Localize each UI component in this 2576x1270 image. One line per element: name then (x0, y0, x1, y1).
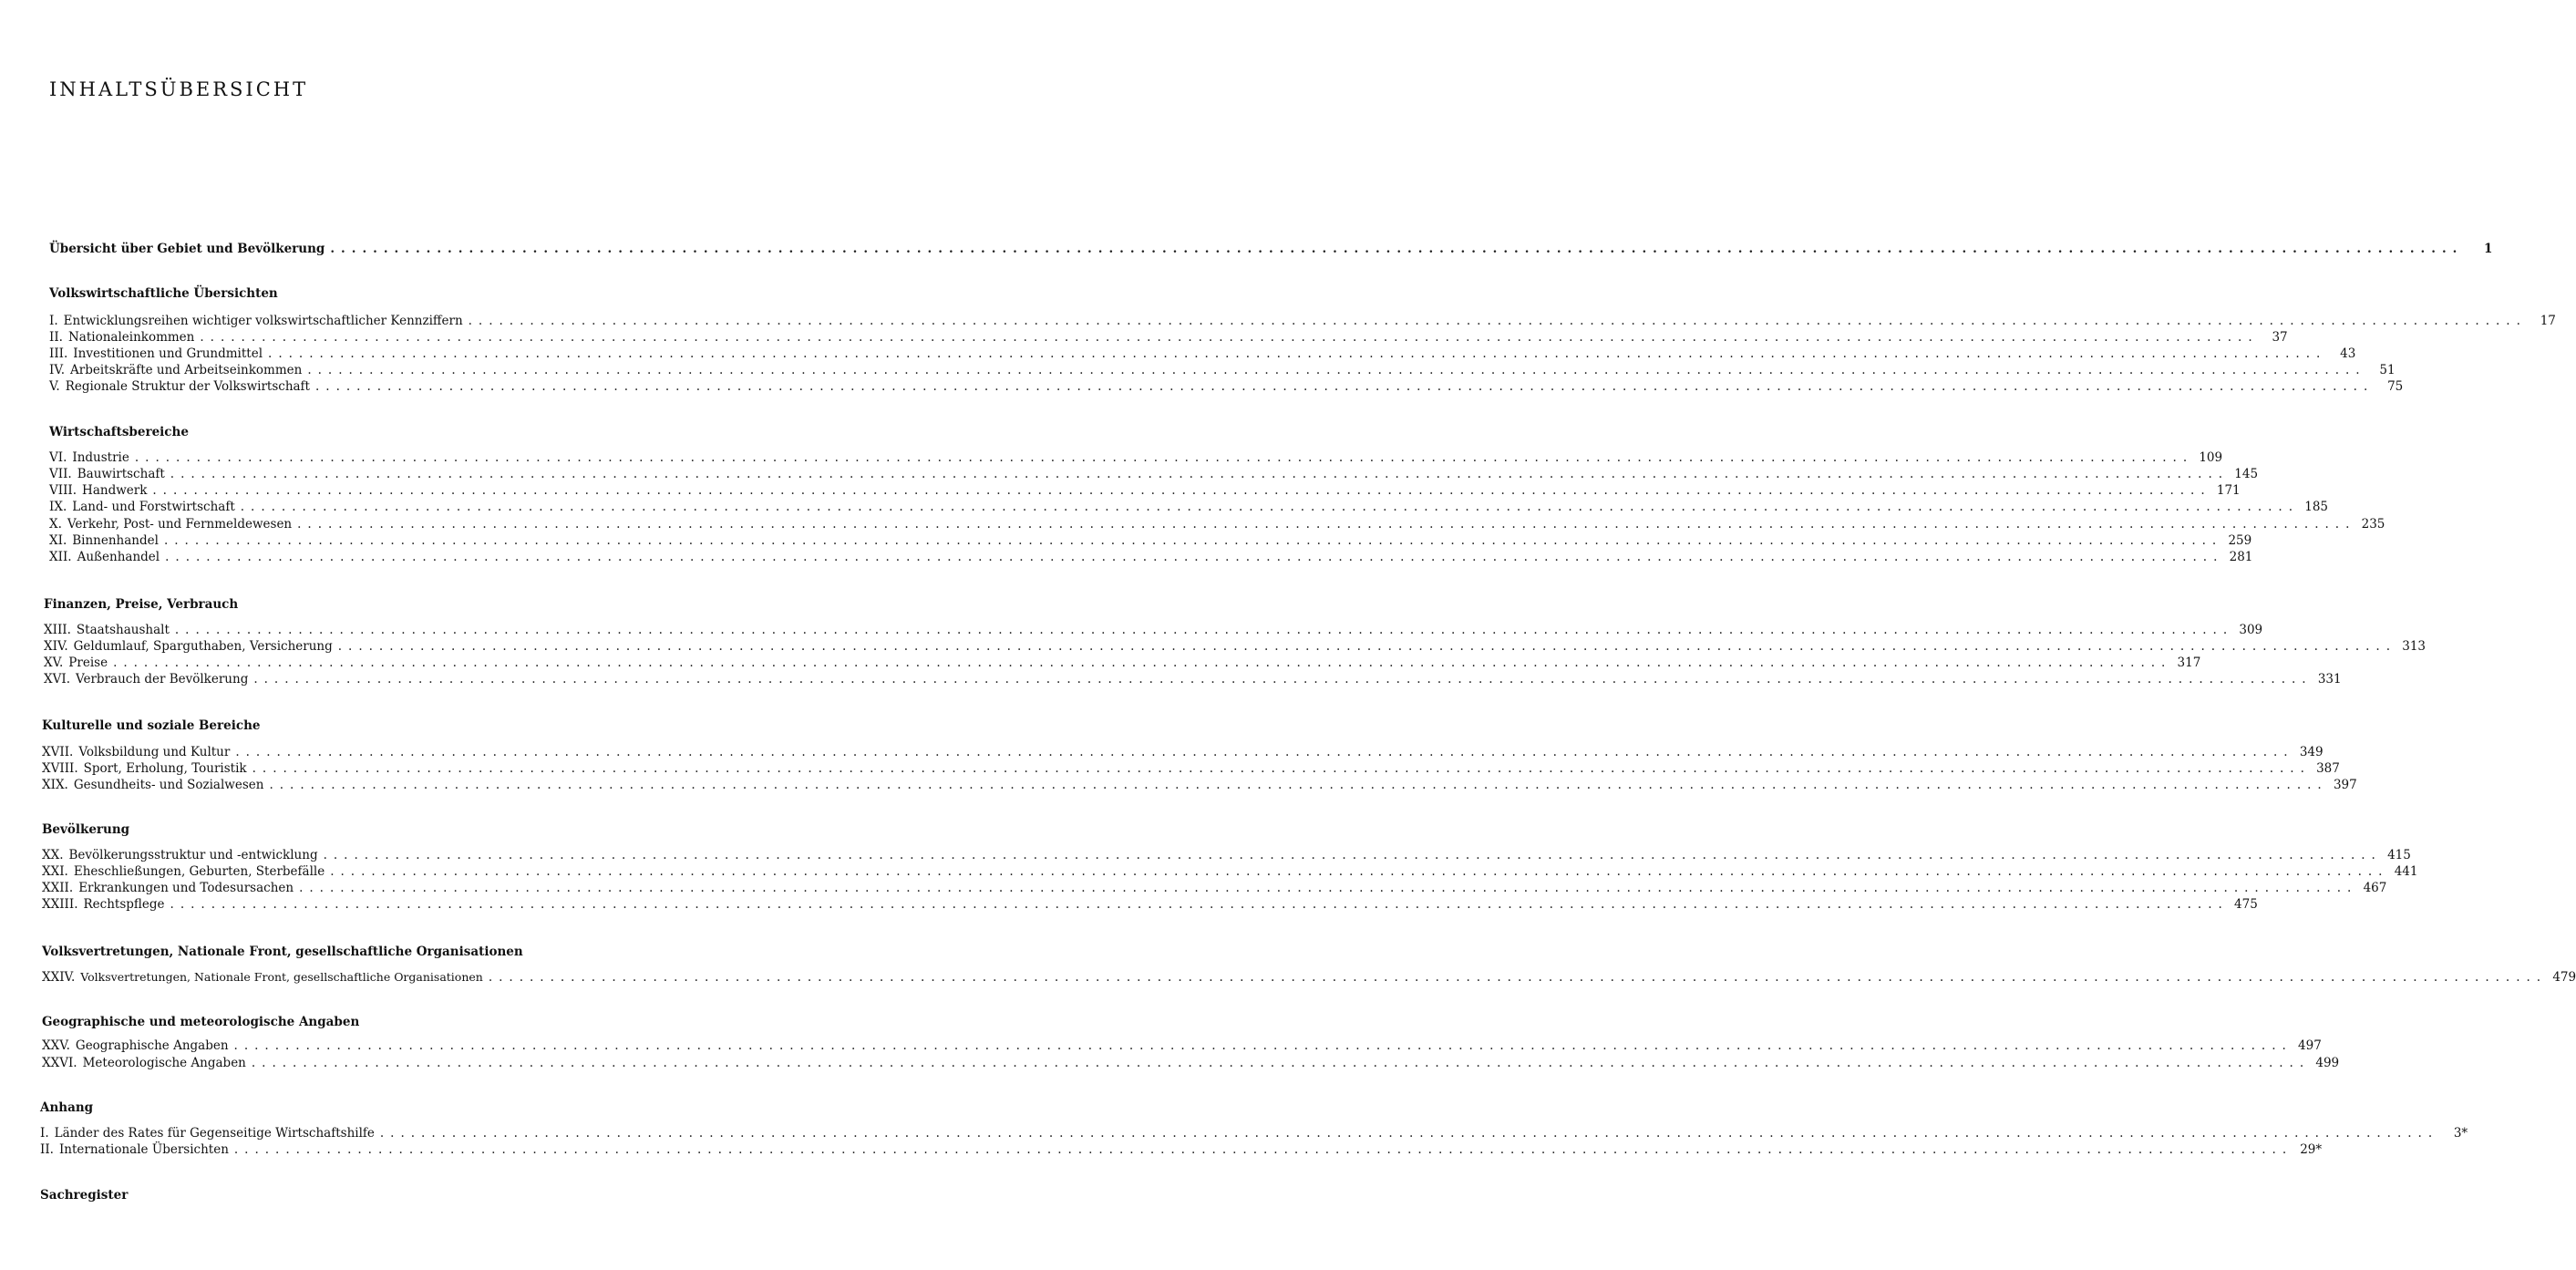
leader-dots: ........................................................................................................................................................................................................ (240, 500, 2300, 514)
toc-entry[interactable] (49, 482, 2241, 499)
toc-entry-page: 415 (2387, 848, 2411, 862)
toc-entry-page: 475 (2234, 897, 2258, 912)
toc-entry-page: 281 (2229, 550, 2253, 564)
toc-entry-label: Arbeitskräfte und Arbeitseinkommen (70, 363, 303, 377)
leader-dots: ........................................................................................................................................................................................................ (314, 379, 2375, 394)
toc-entry[interactable] (49, 466, 2259, 482)
toc-entry-label: Nationaleinkommen (67, 330, 195, 345)
leader-dots: ........................................................................................................................................................................................................ (235, 745, 2294, 759)
leader-dots: ........................................................................................................................................................................................................ (152, 483, 2211, 498)
toc-entry-number: XXI. (42, 864, 68, 879)
leader-dots: ........................................................................................................................................................................................................ (297, 517, 2356, 532)
toc-entry[interactable] (44, 655, 2201, 671)
toc-entry-number: III. (49, 346, 68, 361)
toc-entry-page: 317 (2177, 656, 2201, 670)
leader-dots: ........................................................................................................................................................................................................ (233, 1142, 2293, 1157)
leader-dots: ........................................................................................................................................................................................................ (268, 346, 2327, 361)
section-heading: Geographische und meteorologische Angaben (42, 1015, 360, 1029)
toc-entry-label: Erkrankungen und Todesursachen (78, 881, 294, 895)
toc-entry-page: 313 (2402, 639, 2427, 654)
toc-entry-number: XXV. (42, 1038, 70, 1053)
toc-entry[interactable] (42, 896, 2258, 913)
toc-entry[interactable] (49, 313, 2556, 329)
toc-entry-label: Gesundheits- und Sozialwesen (73, 778, 264, 792)
toc-entry-page: 441 (2394, 864, 2418, 879)
toc-entry-page: 467 (2363, 881, 2387, 895)
leader-dots: ........................................................................................................................................................................................................ (134, 450, 2194, 465)
toc-entry-page: 397 (2333, 778, 2357, 792)
section-heading: Finanzen, Preise, Verbrauch (44, 597, 239, 612)
toc-entry[interactable] (44, 622, 2263, 638)
leader-dots: ........................................................................................................................................................................................................ (233, 1038, 2293, 1053)
toc-entry[interactable] (42, 1038, 2322, 1054)
section-heading: Bevölkerung (42, 822, 130, 837)
toc-entry-number: XXIII. (42, 897, 78, 912)
section-heading: Volkswirtschaftliche Übersichten (49, 286, 278, 301)
toc-entry-page: 51 (2379, 363, 2396, 377)
toc-entry-label: Eheschließungen, Geburten, Sterbefälle (73, 864, 325, 879)
toc-entry-page: 43 (2340, 346, 2356, 361)
toc-entry-number: VI. (49, 450, 67, 465)
section-heading: Volksvertretungen, Nationale Front, gesellschaftliche Organisationen (42, 945, 523, 959)
toc-entry[interactable] (42, 777, 2357, 793)
toc-entry-page: 387 (2316, 761, 2340, 776)
toc-entry-label: Rechtspflege (83, 897, 165, 912)
leader-dots: ........................................................................................................................................................................................................ (170, 897, 2229, 912)
toc-entry-label: Geldumlauf, Sparguthaben, Versicherung (73, 639, 333, 654)
toc-entry-page: 499 (2315, 1056, 2340, 1070)
toc-entry-label: Länder des Rates für Gegenseitige Wirtschaftshilfe (54, 1126, 375, 1141)
leader-dots: ........................................................................................................................................................................................................ (163, 533, 2223, 548)
toc-entry-page: 309 (2239, 623, 2263, 637)
toc-entry[interactable] (42, 847, 2411, 863)
toc-entry-page: 75 (2387, 379, 2404, 394)
toc-entry-overview[interactable] (49, 241, 2493, 257)
toc-entry-label: Entwicklungsreihen wichtiger volkswirtschaftlicher Kennziffern (63, 314, 463, 328)
leader-dots: ........................................................................................................................................................................................................ (299, 881, 2358, 895)
toc-entry[interactable] (42, 744, 2324, 760)
toc-entry-page: 349 (2299, 745, 2324, 759)
toc-entry-label: Handwerk (82, 483, 148, 498)
toc-entry-page: 331 (2317, 672, 2342, 687)
toc-entry[interactable] (42, 1055, 2340, 1071)
section-heading: Wirtschaftsbereiche (49, 425, 189, 439)
toc-entry-label: Industrie (72, 450, 129, 465)
toc-entry[interactable] (42, 760, 2340, 777)
toc-entry-number: XX. (42, 848, 64, 862)
leader-dots: ........................................................................................................................................................................................................ (174, 623, 2234, 637)
toc-entry[interactable] (49, 549, 2253, 565)
toc-entry[interactable] (40, 1125, 2468, 1141)
toc-entry-number: I. (49, 314, 58, 328)
toc-entry-label: Übersicht über Gebiet und Bevölkerung (49, 242, 325, 256)
toc-entry-page: 235 (2361, 517, 2385, 532)
leader-dots: ........................................................................................................................................................................................................ (200, 330, 2259, 345)
toc-entry-label: Binnenhandel (72, 533, 159, 548)
toc-entry-number: XII. (49, 550, 72, 564)
toc-entry[interactable] (42, 863, 2418, 880)
toc-entry-number: VII. (49, 467, 72, 481)
toc-entry-number: XIV. (44, 639, 68, 654)
leader-dots: ........................................................................................................................................................................................................ (330, 864, 2389, 879)
toc-entry-page: 185 (2304, 500, 2329, 514)
toc-entry-number: XI. (49, 533, 67, 548)
toc-entry-number: IX. (49, 500, 67, 514)
toc-entry-number: X. (49, 517, 62, 532)
toc-entry-page: 145 (2234, 467, 2259, 481)
toc-entry-label: Investitionen und Grundmittel (73, 346, 263, 361)
toc-entry-number: XXIV. (42, 970, 76, 985)
toc-entry-page: 29* (2300, 1142, 2323, 1157)
leader-dots: ........................................................................................................................................................................................................ (251, 1056, 2311, 1070)
toc-entry[interactable] (49, 362, 2396, 378)
toc-entry-label: Staatshaushalt (76, 623, 170, 637)
leader-dots: ........................................................................................................................................................................................................ (379, 1126, 2439, 1141)
toc-entry-number: I. (40, 1126, 49, 1141)
toc-entry[interactable] (49, 329, 2288, 346)
toc-entry-page: 1 (2483, 242, 2493, 256)
toc-entry-label: Internationale Übersichten (58, 1142, 229, 1157)
leader-dots: ........................................................................................................................................................................................................ (113, 656, 2172, 670)
leader-dots: ........................................................................................................................................................................................................ (323, 848, 2382, 862)
toc-entry-number: XIX. (42, 778, 68, 792)
toc-entry-page: 479 (2552, 970, 2576, 985)
toc-entry-label: Außenhandel (77, 550, 160, 564)
toc-entry-number: IV. (49, 363, 66, 377)
toc-entry-number: VIII. (49, 483, 77, 498)
toc-entry-page: 17 (2540, 314, 2556, 328)
toc-entry-label: Volksvertretungen, Nationale Front, gesellschaftliche Organisationen (80, 970, 483, 984)
register-heading[interactable]: Sachregister (40, 1188, 129, 1203)
toc-entry-page: 109 (2199, 450, 2223, 465)
leader-dots: ........................................................................................................................................................................................................ (468, 314, 2527, 328)
toc-entry[interactable] (49, 532, 2252, 549)
leader-dots: ........................................................................................................................................................................................................ (252, 761, 2311, 776)
toc-entry[interactable] (49, 449, 2223, 466)
leader-dots: ........................................................................................................................................................................................................ (330, 242, 2464, 256)
leader-dots: ........................................................................................................................................................................................................ (337, 639, 2397, 654)
toc-entry-label: Volksbildung und Kultur (78, 745, 231, 759)
toc-entry[interactable] (40, 1141, 2323, 1158)
toc-entry-number: XVIII. (42, 761, 78, 776)
toc-entry-page: 171 (2216, 483, 2241, 498)
toc-entry-label: Bauwirtschaft (77, 467, 165, 481)
toc-entry-page: 3* (2453, 1126, 2468, 1141)
toc-entry-label: Meteorologische Angaben (82, 1056, 246, 1070)
toc-entry-page: 259 (2228, 533, 2252, 548)
leader-dots: ........................................................................................................................................................................................................ (253, 672, 2313, 687)
section-heading: Anhang (40, 1100, 94, 1115)
toc-entry[interactable] (49, 516, 2385, 532)
page-title: INHALTSÜBERSICHT (49, 78, 309, 100)
toc-entry-number: II. (49, 330, 63, 345)
leader-dots: ........................................................................................................................................................................................................ (170, 467, 2230, 481)
toc-entry-label: Geographische Angaben (75, 1038, 229, 1053)
toc-entry-number: XV. (44, 656, 64, 670)
toc-entry[interactable] (49, 378, 2404, 395)
toc-entry[interactable] (44, 671, 2342, 687)
toc-entry[interactable] (42, 880, 2387, 896)
toc-entry-number: XVII. (42, 745, 74, 759)
toc-entry-number: V. (49, 379, 60, 394)
toc-entry[interactable] (49, 346, 2356, 362)
toc-entry-number: XIII. (44, 623, 71, 637)
toc-entry-label: Verkehr, Post- und Fernmeldewesen (67, 517, 293, 532)
leader-dots: ........................................................................................................................................................................................................ (307, 363, 2366, 377)
toc-entry[interactable] (49, 499, 2329, 515)
toc-entry-label: Land- und Forstwirtschaft (72, 500, 235, 514)
leader-dots: ........................................................................................................................................................................................................ (269, 778, 2328, 792)
section-heading: Kulturelle und soziale Bereiche (42, 718, 261, 733)
toc-entry-label: Preise (68, 656, 108, 670)
leader-dots: ........................................................................................................................................................................................................ (165, 550, 2224, 564)
toc-entry[interactable] (44, 638, 2427, 655)
toc-entry-label: Regionale Struktur der Volkswirtschaft (65, 379, 310, 394)
toc-entry-label: Verbrauch der Bevölkerung (75, 672, 249, 687)
toc-entry-number: II. (40, 1142, 54, 1157)
toc-entry[interactable] (42, 969, 2576, 986)
toc-entry-label: Bevölkerungsstruktur und -entwicklung (68, 848, 318, 862)
toc-entry-page: 497 (2298, 1038, 2322, 1053)
toc-entry-number: XVI. (44, 672, 70, 687)
toc-entry-page: 37 (2272, 330, 2288, 345)
toc-entry-number: XXII. (42, 881, 74, 895)
leader-dots: ........................................................................................................................................................................................................ (488, 970, 2548, 985)
toc-entry-number: XXVI. (42, 1056, 77, 1070)
toc-entry-label: Sport, Erholung, Touristik (83, 761, 247, 776)
